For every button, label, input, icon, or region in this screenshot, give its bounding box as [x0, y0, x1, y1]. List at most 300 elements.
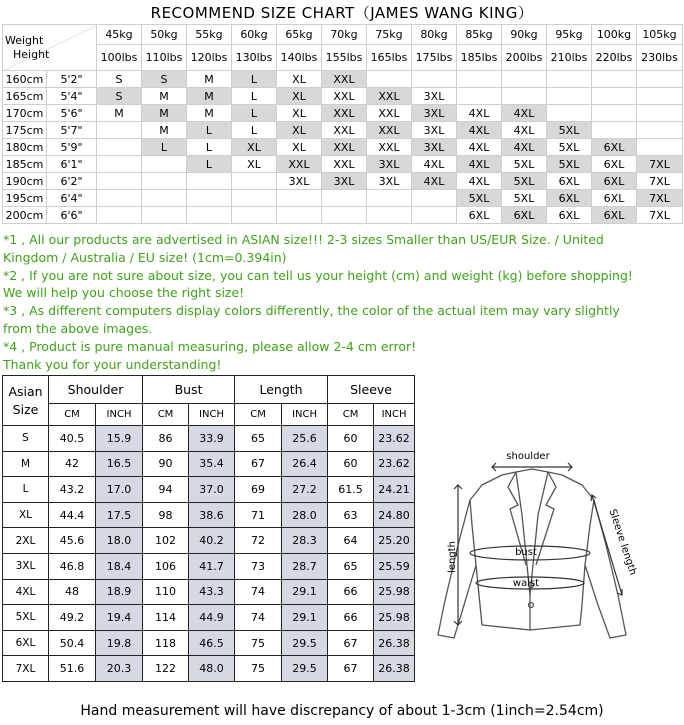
height-ft-cell: 5'6" [47, 105, 97, 122]
height-ft-cell: 6'1" [47, 156, 97, 173]
size-cell: M [97, 105, 142, 122]
height-label: Height [13, 47, 50, 61]
size-cell [367, 207, 412, 224]
size-cell: L [187, 139, 232, 156]
kg-header: 55kg [187, 25, 232, 45]
height-ft-cell: 5'9" [47, 139, 97, 156]
cm-value-cell: 72 [235, 528, 282, 554]
size-cell: 3XL [3, 553, 49, 579]
height-cm-cell: 180cm [3, 139, 47, 156]
kg-header: 105kg [637, 25, 683, 45]
size-cell [637, 122, 683, 139]
size-cell: L [187, 122, 232, 139]
size-cell [277, 207, 322, 224]
size-cell [187, 190, 232, 207]
size-cell [322, 207, 367, 224]
height-ft-cell: 5'4" [47, 88, 97, 105]
size-cell: XL [3, 502, 49, 528]
size-cell [187, 207, 232, 224]
inch-value-cell: 17.5 [96, 502, 143, 528]
inch-value-cell: 18.4 [96, 553, 143, 579]
inch-value-cell: 29.1 [282, 605, 328, 631]
size-cell [592, 105, 637, 122]
size-cell [637, 88, 683, 105]
size-cell: XL [277, 71, 322, 88]
inch-value-cell: 18.9 [96, 579, 143, 605]
size-cell: 4XL [502, 139, 547, 156]
lbs-header: 130lbs [232, 45, 277, 71]
size-cell [547, 71, 592, 88]
cm-value-cell: 61.5 [328, 477, 374, 503]
table-row [3, 139, 683, 156]
size-cell: XXL [322, 156, 367, 173]
inch-value-cell: 28.3 [282, 528, 328, 554]
size-cell [322, 190, 367, 207]
cm-value-cell: 63 [328, 502, 374, 528]
inch-value-cell: 35.4 [189, 451, 235, 477]
size-cell: 6XL [592, 190, 637, 207]
cm-value-cell: 94 [143, 477, 189, 503]
bust-label: bust [515, 547, 537, 558]
size-cell: S [97, 88, 142, 105]
size-cell: 5XL [502, 173, 547, 190]
inch-value-cell: 41.7 [189, 553, 235, 579]
size-cell: 4XL [502, 122, 547, 139]
size-cell: 5XL [547, 156, 592, 173]
size-cell: 4XL [457, 122, 502, 139]
asian-label: Asian [8, 383, 43, 399]
kg-header: 95kg [547, 25, 592, 45]
sleeve-length-label: Sleeve length [606, 507, 638, 577]
inch-value-cell: 44.9 [189, 605, 235, 631]
cm-value-cell: 114 [143, 605, 189, 631]
table-row [3, 207, 683, 224]
size-cell: 5XL [457, 190, 502, 207]
kg-header: 90kg [502, 25, 547, 45]
size-cell: 4XL [502, 105, 547, 122]
inch-value-cell: 25.6 [282, 426, 328, 452]
inch-value-cell: 26.38 [374, 630, 415, 656]
size-cell [97, 139, 142, 156]
footer-note: Hand measurement will have discrepancy of about 1-3cm (1inch=2.54cm) [80, 703, 604, 719]
size-cell: 6XL [547, 173, 592, 190]
kg-header: 100kg [592, 25, 637, 45]
size-cell [97, 173, 142, 190]
table-row [3, 173, 683, 190]
cm-value-cell: 48 [49, 579, 96, 605]
size-cell: XXL [367, 105, 412, 122]
cm-value-cell: 86 [143, 426, 189, 452]
inch-value-cell: 19.4 [96, 605, 143, 631]
size-cell: 4XL [412, 156, 457, 173]
cm-value-cell: 50.4 [49, 630, 96, 656]
inch-value-cell: 25.98 [374, 579, 415, 605]
size-cell [637, 105, 683, 122]
measure-group-header: Shoulder [49, 376, 143, 404]
size-cell: 6XL [547, 207, 592, 224]
inch-value-cell: 43.3 [189, 579, 235, 605]
cm-value-cell: 65 [328, 553, 374, 579]
cm-value-cell: 74 [235, 605, 282, 631]
size-cell: 5XL [502, 156, 547, 173]
cm-value-cell: 110 [143, 579, 189, 605]
height-cm-cell: 175cm [3, 122, 47, 139]
size-cell [97, 207, 142, 224]
unit-header: CM [143, 404, 189, 426]
size-cell [592, 122, 637, 139]
measurement-table [2, 375, 415, 682]
size-cell: M [3, 451, 49, 477]
size-cell: XL [277, 105, 322, 122]
recommend-size-table [2, 24, 683, 224]
cm-value-cell: 51.6 [49, 656, 96, 682]
size-cell: L [232, 122, 277, 139]
inch-value-cell: 46.5 [189, 630, 235, 656]
size-cell: XL [277, 122, 322, 139]
height-cm-cell: 190cm [3, 173, 47, 190]
kg-header: 50kg [142, 25, 187, 45]
table-row [3, 88, 683, 105]
size-cell: L [232, 71, 277, 88]
unit-header: INCH [374, 404, 415, 426]
size-cell [232, 190, 277, 207]
table-row [3, 502, 415, 528]
inch-value-cell: 15.9 [96, 426, 143, 452]
size-cell [187, 173, 232, 190]
size-cell: 6XL [547, 190, 592, 207]
kg-header: 75kg [367, 25, 412, 45]
cm-value-cell: 60 [328, 451, 374, 477]
inch-value-cell: 20.3 [96, 656, 143, 682]
asian-size-header [3, 376, 49, 426]
size-cell: XL [277, 139, 322, 156]
size-cell [457, 88, 502, 105]
inch-value-cell: 16.5 [96, 451, 143, 477]
lbs-header: 230lbs [637, 45, 683, 71]
inch-value-cell: 26.38 [374, 656, 415, 682]
size-cell: M [142, 88, 187, 105]
measure-group-header: Bust [143, 376, 235, 404]
size-cell: L [3, 477, 49, 503]
lbs-header: 185lbs [457, 45, 502, 71]
inch-value-cell: 38.6 [189, 502, 235, 528]
height-cm-cell: 170cm [3, 105, 47, 122]
size-cell: XXL [367, 88, 412, 105]
size-cell [142, 207, 187, 224]
jacket-diagram [430, 445, 638, 640]
kg-header: 80kg [412, 25, 457, 45]
cm-value-cell: 102 [143, 528, 189, 554]
size-cell: M [187, 71, 232, 88]
inch-value-cell: 24.80 [374, 502, 415, 528]
cm-value-cell: 65 [235, 426, 282, 452]
size-cell: 6XL [3, 630, 49, 656]
table-row [3, 71, 683, 88]
size-cell [547, 88, 592, 105]
size-cell: XXL [322, 139, 367, 156]
size-cell [277, 190, 322, 207]
inch-value-cell: 28.7 [282, 553, 328, 579]
unit-header: INCH [189, 404, 235, 426]
cm-value-cell: 98 [143, 502, 189, 528]
size-cell: L [142, 139, 187, 156]
size-cell [502, 71, 547, 88]
notes-block [3, 231, 683, 373]
inch-value-cell: 23.62 [374, 451, 415, 477]
kg-header: 70kg [322, 25, 367, 45]
size-cell: S [142, 71, 187, 88]
size-cell: 3XL [412, 122, 457, 139]
size-cell: XXL [322, 88, 367, 105]
lbs-header: 210lbs [547, 45, 592, 71]
size-cell: 3XL [367, 173, 412, 190]
size-cell [367, 190, 412, 207]
table-row [3, 528, 415, 554]
inch-value-cell: 23.62 [374, 426, 415, 452]
cm-value-cell: 44.4 [49, 502, 96, 528]
measure-group-header: Sleeve [328, 376, 415, 404]
lbs-header: 200lbs [502, 45, 547, 71]
lbs-header: 175lbs [412, 45, 457, 71]
unit-header: INCH [96, 404, 143, 426]
cm-value-cell: 106 [143, 553, 189, 579]
size-cell: M [142, 122, 187, 139]
size-cell: 7XL [637, 173, 683, 190]
size-cell [97, 190, 142, 207]
table-row [3, 122, 683, 139]
size-cell [412, 190, 457, 207]
cm-value-cell: 60 [328, 426, 374, 452]
kg-header: 45kg [97, 25, 142, 45]
cm-value-cell: 40.5 [49, 426, 96, 452]
size-cell [502, 88, 547, 105]
lbs-header: 220lbs [592, 45, 637, 71]
table-row [3, 105, 683, 122]
cm-value-cell: 73 [235, 553, 282, 579]
unit-header: CM [235, 404, 282, 426]
size-cell: XL [277, 88, 322, 105]
chart-title: RECOMMEND SIZE CHART（JAMES WANG KING） [150, 4, 534, 22]
size-cell: 6XL [592, 139, 637, 156]
inch-value-cell: 17.0 [96, 477, 143, 503]
unit-header: CM [49, 404, 96, 426]
cm-value-cell: 74 [235, 579, 282, 605]
size-cell: 7XL [637, 156, 683, 173]
size-cell: S [3, 426, 49, 452]
inch-value-cell: 40.2 [189, 528, 235, 554]
cm-value-cell: 49.2 [49, 605, 96, 631]
note-line: *4 , Product is pure manual measuring, please allow 2-4 cm error! [3, 338, 417, 354]
size-cell: 4XL [457, 173, 502, 190]
height-cm-cell: 195cm [3, 190, 47, 207]
size-cell: 7XL [637, 190, 683, 207]
size-cell: 5XL [547, 122, 592, 139]
height-ft-cell: 5'7" [47, 122, 97, 139]
table-row [3, 656, 415, 682]
size-cell [232, 173, 277, 190]
kg-header: 60kg [232, 25, 277, 45]
note-line: *2 , If you are not sure about size, you can tell us your height (cm) and weight (kg) before shopping! [3, 267, 633, 283]
size-cell [637, 71, 683, 88]
size-cell [547, 105, 592, 122]
corner-header [3, 25, 97, 71]
unit-header: CM [328, 404, 374, 426]
lbs-header: 100lbs [97, 45, 142, 71]
size-cell: 3XL [412, 105, 457, 122]
cm-value-cell: 122 [143, 656, 189, 682]
size-cell [457, 71, 502, 88]
note-line: We will help you choose the right size! [3, 285, 245, 301]
height-cm-cell: 160cm [3, 71, 47, 88]
size-cell [232, 207, 277, 224]
size-cell [97, 122, 142, 139]
cm-value-cell: 42 [49, 451, 96, 477]
size-cell: XXL [277, 156, 322, 173]
cm-value-cell: 45.6 [49, 528, 96, 554]
size-cell: 4XL [457, 156, 502, 173]
cm-value-cell: 46.8 [49, 553, 96, 579]
size-cell: L [232, 105, 277, 122]
size-cell: 4XL [457, 139, 502, 156]
table-row [3, 630, 415, 656]
height-cm-cell: 185cm [3, 156, 47, 173]
table-row [3, 156, 683, 173]
size-cell [142, 156, 187, 173]
cm-value-cell: 75 [235, 656, 282, 682]
cm-value-cell: 67 [235, 451, 282, 477]
size-cell: 6XL [592, 156, 637, 173]
size-cell: 7XL [637, 207, 683, 224]
inch-value-cell: 37.0 [189, 477, 235, 503]
size-cell [412, 207, 457, 224]
length-label: length [447, 541, 458, 573]
cm-value-cell: 66 [328, 579, 374, 605]
height-ft-cell: 6'4" [47, 190, 97, 207]
cm-value-cell: 69 [235, 477, 282, 503]
size-cell: XXL [367, 122, 412, 139]
measure-group-header: Length [235, 376, 328, 404]
size-cell [592, 71, 637, 88]
inch-value-cell: 25.98 [374, 605, 415, 631]
inch-value-cell: 26.4 [282, 451, 328, 477]
size-cell [142, 173, 187, 190]
size-cell: 6XL [502, 207, 547, 224]
size-cell: 6XL [457, 207, 502, 224]
size-cell [142, 190, 187, 207]
size-cell: S [97, 71, 142, 88]
weight-label: Weight [5, 33, 44, 47]
inch-value-cell: 28.0 [282, 502, 328, 528]
size-cell: 6XL [592, 207, 637, 224]
inch-value-cell: 24.21 [374, 477, 415, 503]
cm-value-cell: 90 [143, 451, 189, 477]
cm-value-cell: 66 [328, 605, 374, 631]
lbs-header: 110lbs [142, 45, 187, 71]
note-line: from the above images. [3, 320, 153, 336]
size-cell: M [142, 105, 187, 122]
height-ft-cell: 6'6" [47, 207, 97, 224]
size-cell: 3XL [412, 88, 457, 105]
size-cell [637, 139, 683, 156]
size-cell [367, 71, 412, 88]
size-cell: 3XL [367, 156, 412, 173]
inch-value-cell: 19.8 [96, 630, 143, 656]
size-cell: 6XL [592, 173, 637, 190]
lbs-header: 165lbs [367, 45, 412, 71]
size-cell: 3XL [322, 173, 367, 190]
size-cell: 5XL [3, 605, 49, 631]
size-cell: XXL [322, 105, 367, 122]
size-cell: XXL [367, 139, 412, 156]
cm-value-cell: 64 [328, 528, 374, 554]
inch-value-cell: 18.0 [96, 528, 143, 554]
cm-value-cell: 118 [143, 630, 189, 656]
size-cell: 3XL [277, 173, 322, 190]
inch-value-cell: 29.5 [282, 630, 328, 656]
unit-header: INCH [282, 404, 328, 426]
table-row [3, 426, 415, 452]
kg-header: 65kg [277, 25, 322, 45]
inch-value-cell: 25.20 [374, 528, 415, 554]
cm-value-cell: 67 [328, 630, 374, 656]
size-cell: XXL [322, 71, 367, 88]
size-cell: 4XL [457, 105, 502, 122]
lbs-header: 140lbs [277, 45, 322, 71]
inch-value-cell: 33.9 [189, 426, 235, 452]
height-ft-cell: 5'2" [47, 71, 97, 88]
waist-label: waist [512, 578, 540, 589]
size-cell: 2XL [3, 528, 49, 554]
kg-header: 85kg [457, 25, 502, 45]
inch-value-cell: 48.0 [189, 656, 235, 682]
size-cell [97, 156, 142, 173]
size-cell [592, 88, 637, 105]
lbs-header: 155lbs [322, 45, 367, 71]
cm-value-cell: 75 [235, 630, 282, 656]
size-cell: XXL [322, 122, 367, 139]
cm-value-cell: 71 [235, 502, 282, 528]
height-cm-cell: 165cm [3, 88, 47, 105]
size-cell: 5XL [547, 139, 592, 156]
size-cell: XL [232, 139, 277, 156]
size-cell: L [232, 88, 277, 105]
note-line: *1 , All our products are advertised in ASIAN size!!! 2-3 sizes Smaller than US/EUR Size. / United [3, 232, 604, 247]
table-row [3, 553, 415, 579]
cm-value-cell: 67 [328, 656, 374, 682]
cm-value-cell: 43.2 [49, 477, 96, 503]
note-line: Thank you for your understanding! [3, 356, 222, 372]
lbs-header: 120lbs [187, 45, 232, 71]
shoulder-label: shoulder [506, 451, 550, 462]
table-row [3, 451, 415, 477]
height-cm-cell: 200cm [3, 207, 47, 224]
inch-value-cell: 29.5 [282, 656, 328, 682]
size-cell: L [187, 156, 232, 173]
size-cell: XL [232, 156, 277, 173]
table-row [3, 190, 683, 207]
size-cell: 4XL [3, 579, 49, 605]
size-label: Size [12, 401, 39, 417]
table-row [3, 579, 415, 605]
note-line: *3 , As different computers display colors differently, the color of the actual item may vary slightly [3, 303, 620, 319]
inch-value-cell: 27.2 [282, 477, 328, 503]
table-row [3, 477, 415, 503]
inch-value-cell: 29.1 [282, 579, 328, 605]
size-cell: 3XL [412, 139, 457, 156]
note-line: Kingdom / Australia / EU size! (1cm=0.394in) [3, 249, 287, 265]
inch-value-cell: 25.59 [374, 553, 415, 579]
table-row [3, 605, 415, 631]
